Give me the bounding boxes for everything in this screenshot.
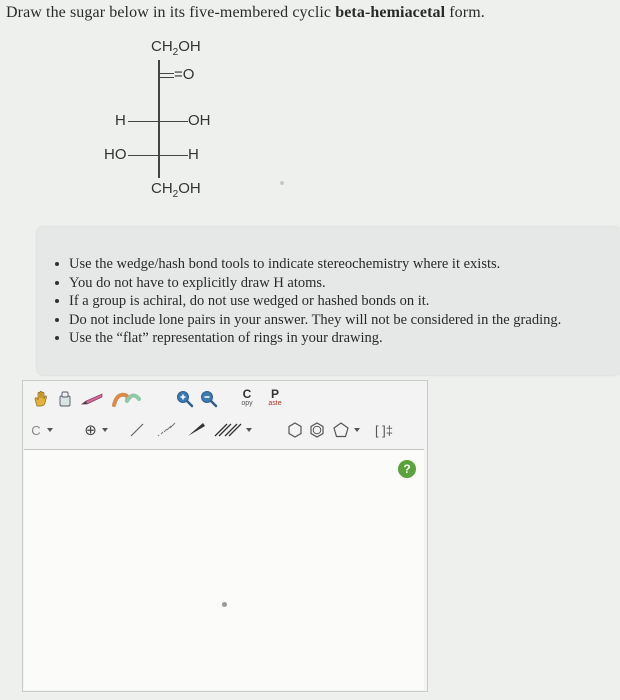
drawing-canvas[interactable] (24, 449, 424, 690)
paste-big-letter: P (270, 387, 279, 401)
bond-dropdown-icon (246, 428, 252, 432)
element-label: C (31, 422, 41, 438)
zoom-in-button[interactable] (175, 389, 195, 409)
double-bond-icon (213, 422, 243, 438)
benzene-ring-button[interactable] (307, 419, 327, 441)
pencil-icon (80, 392, 104, 406)
charge-selector[interactable] (79, 419, 113, 441)
multiple-bond-selector[interactable] (211, 419, 253, 441)
help-button[interactable] (398, 460, 416, 478)
single-bond-button[interactable] (127, 419, 147, 441)
element-dropdown-icon (47, 428, 53, 432)
hand-tool-button[interactable] (31, 389, 51, 409)
pentagon-ring-selector[interactable] (329, 419, 363, 441)
instruction-item: Use the “flat” representation of rings in your drawing. (55, 329, 561, 348)
question-bold: beta-hemiacetal (335, 4, 446, 21)
charge-dropdown-icon (102, 428, 108, 432)
zoom-out-button[interactable] (199, 389, 219, 409)
instruction-item: You do not have to explicitly draw H atoms. (55, 274, 561, 293)
hand-icon (32, 390, 50, 408)
instructions-list (55, 255, 561, 348)
instruction-item: If a group is achiral, do not use wedged or hashed bonds on it. (55, 292, 561, 311)
eraser-tool-button[interactable] (55, 389, 75, 409)
hash-bond-button[interactable] (155, 419, 179, 441)
wedge-bond-icon (186, 422, 206, 438)
carbonyl-bond-1 (160, 73, 174, 74)
help-label: ? (403, 462, 411, 476)
bracket-button[interactable] (369, 419, 399, 441)
bottom-ch2oh: $CH_2OH$ (151, 180, 201, 200)
paste-small-label: aste (268, 400, 282, 407)
hash-bond-icon (156, 422, 178, 438)
pencil-tool-button[interactable] (79, 389, 105, 409)
c2-left-h: H (115, 112, 126, 129)
zoom-in-icon (176, 390, 194, 408)
copy-small-label: opy (241, 400, 253, 407)
carbonyl-o: =O (174, 66, 195, 83)
c3-horizontal-bond (128, 155, 188, 156)
c3-right-h: H (188, 146, 199, 163)
cyclopentane-icon (332, 421, 350, 439)
carbonyl-bond-2 (160, 77, 174, 78)
stray-dot (280, 181, 284, 185)
c2-right-oh: OH (188, 112, 211, 129)
copy-big-letter: C (242, 387, 252, 401)
fischer-projection (0, 0, 620, 220)
canvas-dot (222, 602, 227, 607)
paste-button[interactable] (263, 385, 287, 411)
chain-ring-button[interactable] (285, 419, 305, 441)
benzene-icon (308, 421, 326, 439)
c2-horizontal-bond (128, 121, 188, 122)
single-bond-icon (129, 422, 145, 438)
element-selector[interactable] (25, 419, 59, 441)
instruction-item: Do not include lone pairs in your answer. They will not be considered in the grading. (55, 311, 561, 330)
question-suffix: form. (445, 4, 485, 21)
structure-drawing-tool (22, 380, 428, 692)
wedge-bond-button[interactable] (185, 419, 207, 441)
question-prefix: Draw the sugar below in its five-membered cyclic (6, 4, 336, 21)
cyclohexane-icon (286, 421, 304, 439)
copy-button[interactable] (235, 385, 259, 411)
top-ch2oh: $CH_2OH$ (151, 38, 201, 58)
instructions-box (37, 227, 620, 375)
ring-dropdown-icon (354, 428, 360, 432)
bracket-label: [ ]‡ (374, 422, 394, 438)
c3-left-ho: HO (104, 146, 127, 163)
eraser-icon (56, 390, 74, 408)
zoom-out-icon (200, 390, 218, 408)
lasso-icon (111, 389, 141, 409)
instruction-item: Use the wedge/hash bond tools to indicate stereochemistry where it exists. (55, 255, 561, 274)
charge-icon: ⊕ (84, 421, 97, 439)
lasso-tool-button[interactable] (111, 387, 141, 411)
